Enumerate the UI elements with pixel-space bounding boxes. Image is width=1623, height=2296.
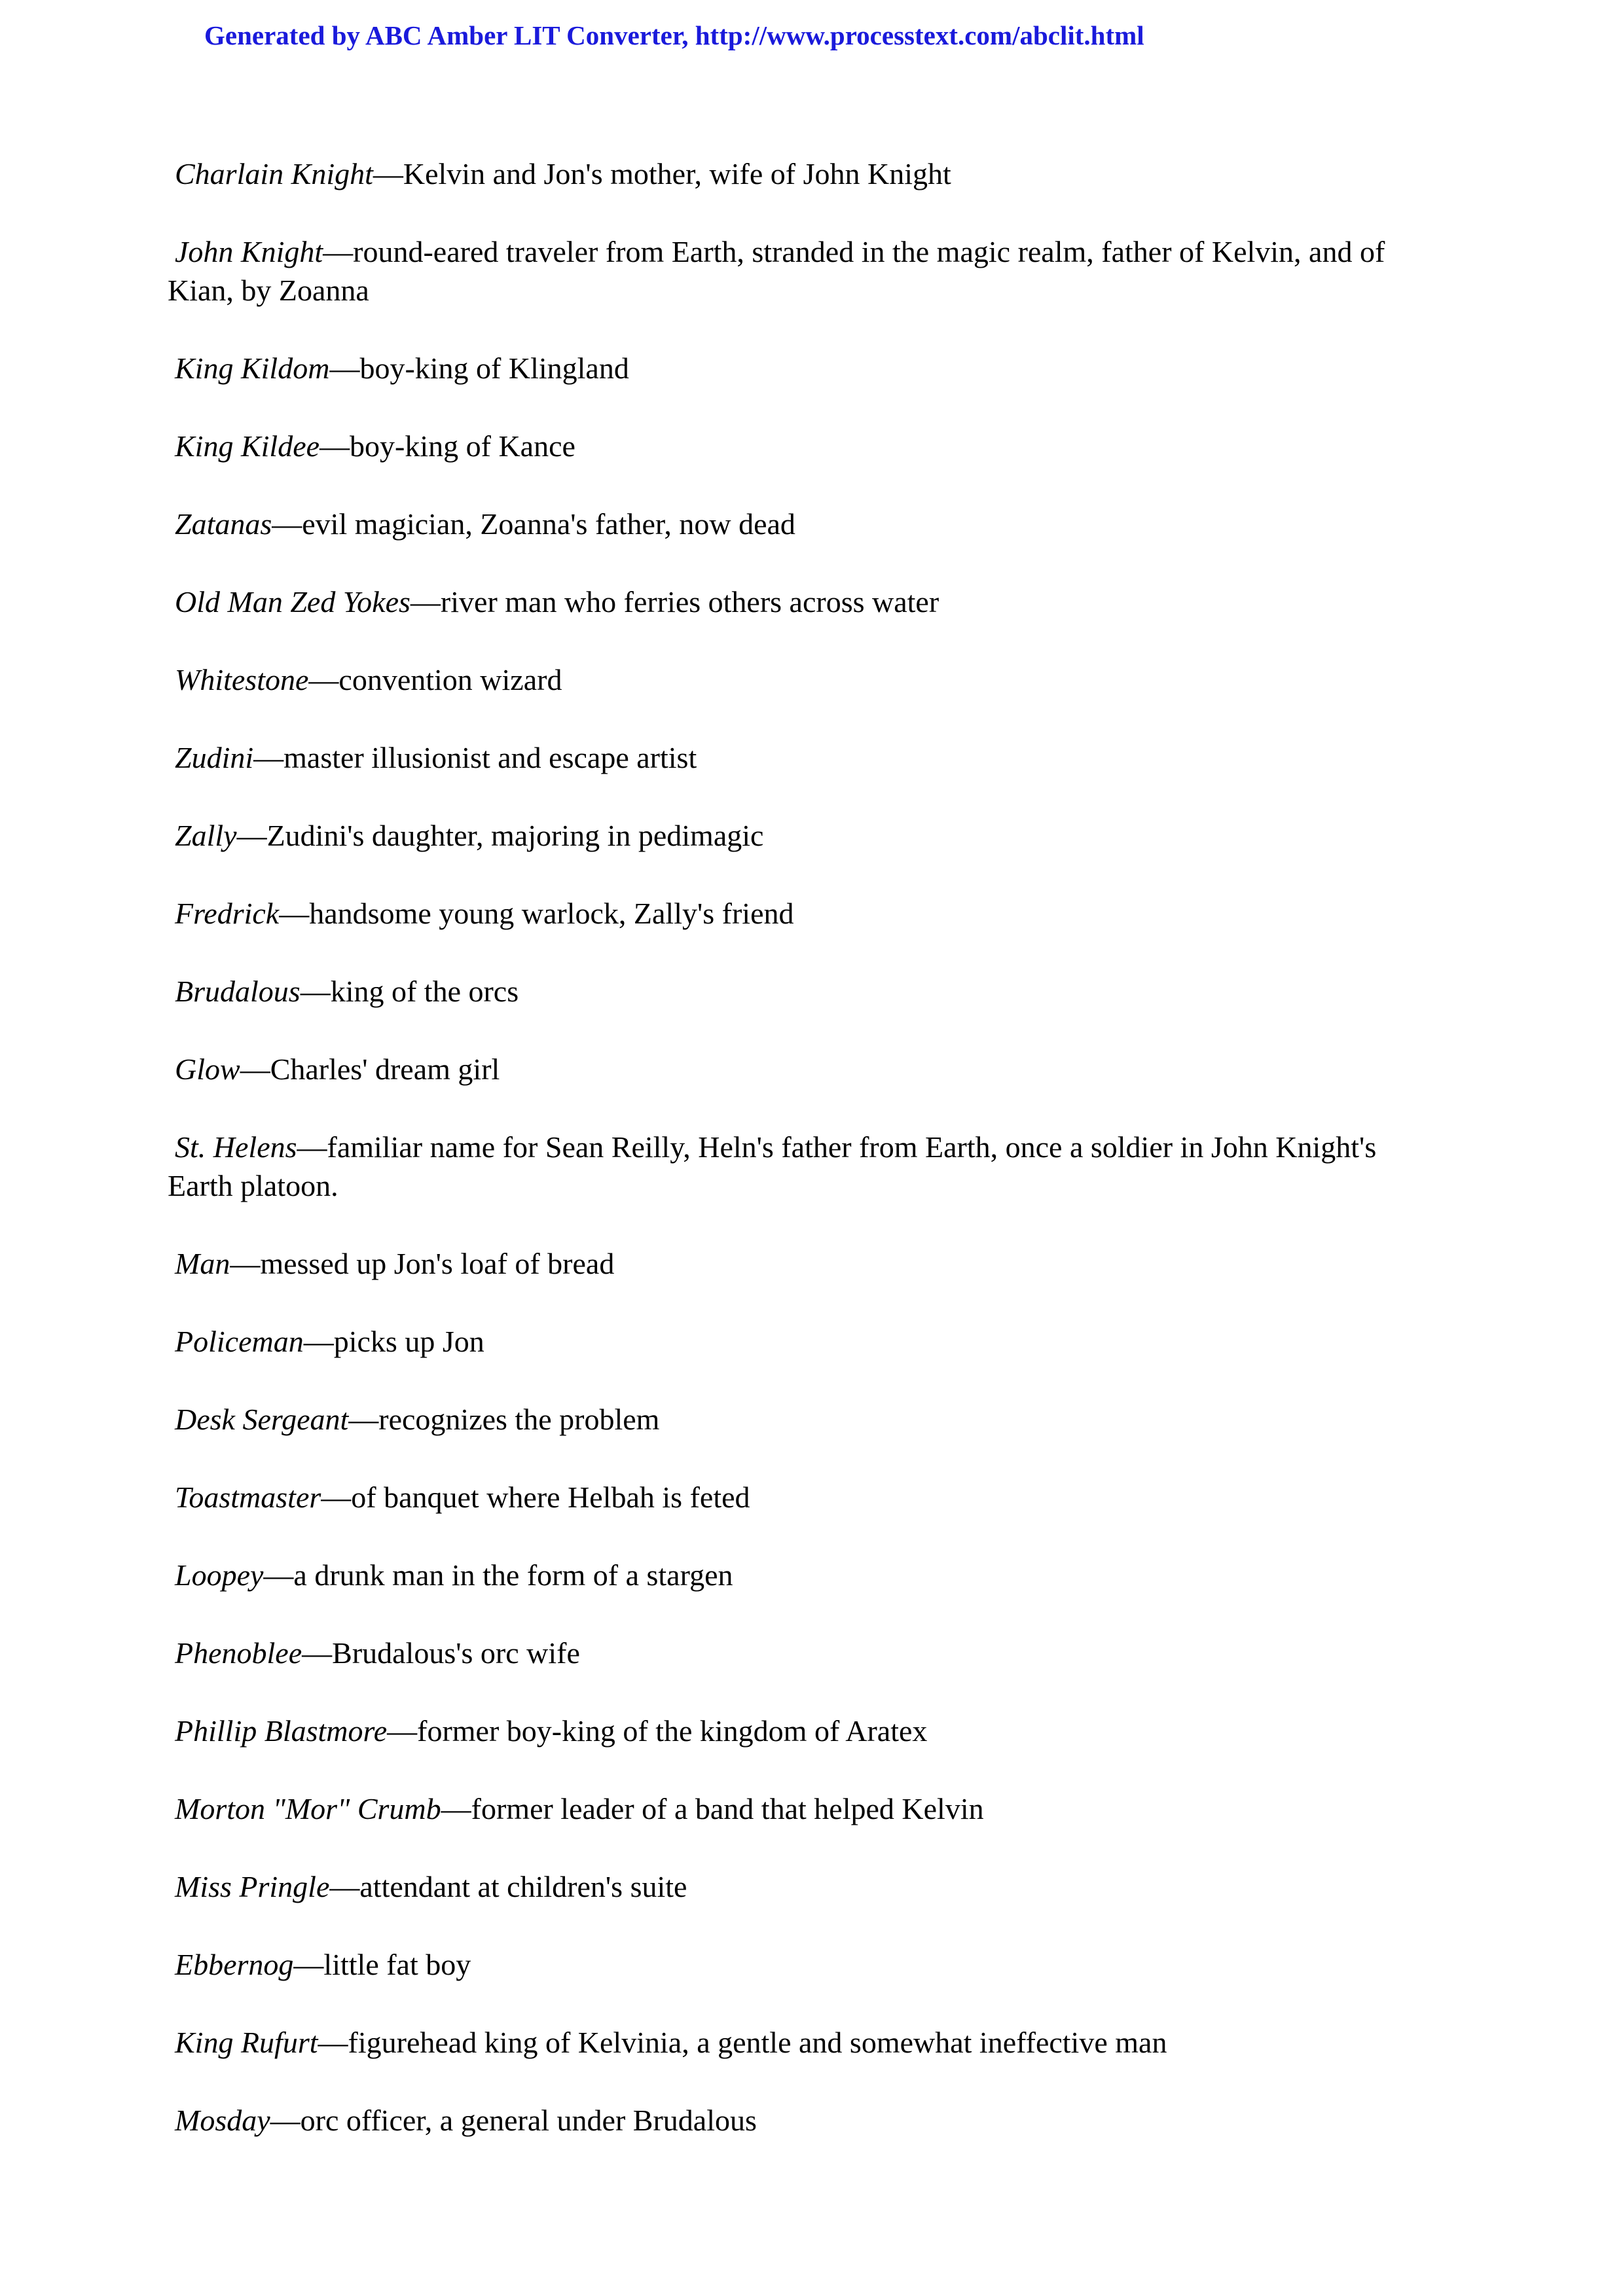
character-name: Man [175,1247,230,1280]
character-name: King Rufurt [175,2026,318,2059]
character-entry [168,1050,1444,1088]
em-dash: — [323,235,354,268]
character-name: Zally [175,819,237,852]
em-dash: — [303,1325,334,1358]
em-dash: — [236,819,267,852]
character-entry [168,505,1444,543]
character-name: Policeman [175,1325,304,1358]
character-description: Zudini's daughter, majoring in pedimagic [266,819,764,852]
em-dash: — [297,1130,327,1164]
character-description: convention wizard [338,663,562,696]
character-name: Phillip Blastmore [175,1714,388,1748]
em-dash: — [293,1948,324,1981]
character-description: king of the orcs [330,975,519,1008]
character-entry [168,232,1444,310]
converter-header-link[interactable]: Generated by ABC Amber LIT Converter, http://www.processtext.com/abclit.html [204,20,1144,50]
em-dash: — [270,2104,301,2137]
em-dash: — [308,663,339,696]
em-dash: — [318,2026,348,2059]
character-entry [168,1244,1444,1283]
character-name: Mosday [175,2104,270,2137]
character-description: master illusionist and escape artist [283,741,697,774]
character-entry [168,349,1444,387]
character-name: King Kildee [175,429,320,463]
em-dash: — [373,157,403,190]
character-name: Desk Sergeant [175,1403,349,1436]
character-entry [168,816,1444,855]
character-description: former boy-king of the kingdom of Aratex [417,1714,928,1748]
character-entry [168,972,1444,1011]
em-dash: — [410,585,441,619]
character-entry [168,154,1444,193]
character-name: Charlain Knight [175,157,373,190]
character-name: St. Helens [175,1130,297,1164]
character-description: a drunk man in the form of a stargen [293,1558,733,1592]
character-description: evil magician, Zoanna's father, now dead [302,507,795,541]
character-description: river man who ferries others across water [440,585,939,619]
em-dash: — [441,1792,471,1825]
character-description: familiar name for Sean Reilly, Heln's father from Earth, once a soldier in John Knight's Earth platoon. [168,1130,1377,1202]
character-entry [168,1322,1444,1361]
character-entry [168,1867,1444,1906]
character-description: of banquet where Helbah is feted [351,1480,750,1514]
character-description: little fat boy [323,1948,471,1981]
character-description: boy-king of Klingland [359,351,629,385]
character-description: figurehead king of Kelvinia, a gentle and somewhat ineffective man [348,2026,1167,2059]
character-entry [168,427,1444,465]
character-entry [168,1400,1444,1439]
em-dash: — [329,351,360,385]
converter-header [204,16,1144,55]
character-description: round-eared traveler from Earth, stranded in the magic realm, father of Kelvin, and of Kian, by Zoanna [168,235,1385,307]
em-dash: — [387,1714,418,1748]
character-entry [168,738,1444,777]
character-description: recognizes the problem [378,1403,660,1436]
character-entry [168,2023,1444,2062]
em-dash: — [272,507,302,541]
character-entry [168,2101,1444,2140]
character-description: Kelvin and Jon's mother, wife of John Knight [403,157,951,190]
character-entry [168,583,1444,621]
character-entry [168,1128,1444,1205]
character-description: Brudalous's orc wife [332,1636,580,1670]
character-name: Toastmaster [175,1480,321,1514]
character-description: boy-king of Kance [350,429,575,463]
character-entry [168,1556,1444,1594]
character-name: Zatanas [175,507,272,541]
em-dash: — [319,429,350,463]
em-dash: — [279,897,310,930]
em-dash: — [321,1480,352,1514]
em-dash: — [230,1247,261,1280]
character-name: King Kildom [175,351,330,385]
character-entry [168,894,1444,933]
character-description: handsome young warlock, Zally's friend [309,897,794,930]
character-description: orc officer, a general under Brudalous [300,2104,757,2137]
character-name: Glow [175,1052,240,1086]
em-dash: — [263,1558,294,1592]
character-entry [168,660,1444,699]
em-dash: — [302,1636,333,1670]
character-name: Loopey [175,1558,264,1592]
em-dash: — [348,1403,379,1436]
character-name: Zudini [175,741,254,774]
character-name: Whitestone [175,663,309,696]
em-dash: — [329,1870,360,1903]
character-entry [168,1478,1444,1516]
em-dash: — [300,975,331,1008]
character-entry [168,1945,1444,1984]
character-name: Fredrick [175,897,280,930]
character-name: Miss Pringle [175,1870,330,1903]
character-entry [168,1712,1444,1750]
character-name: Ebbernog [175,1948,294,1981]
em-dash: — [240,1052,270,1086]
character-description: messed up Jon's loaf of bread [260,1247,615,1280]
character-name: Old Man Zed Yokes [175,585,410,619]
character-name: Phenoblee [175,1636,302,1670]
em-dash: — [253,741,284,774]
character-description: attendant at children's suite [359,1870,687,1903]
character-list [168,154,1444,2179]
character-entry [168,1634,1444,1672]
character-name: Brudalous [175,975,301,1008]
character-entry [168,1789,1444,1828]
character-name: John Knight [175,235,323,268]
character-description: Charles' dream girl [270,1052,500,1086]
character-description: picks up Jon [333,1325,484,1358]
character-description: former leader of a band that helped Kelvin [471,1792,984,1825]
character-name: Morton "Mor" Crumb [175,1792,441,1825]
